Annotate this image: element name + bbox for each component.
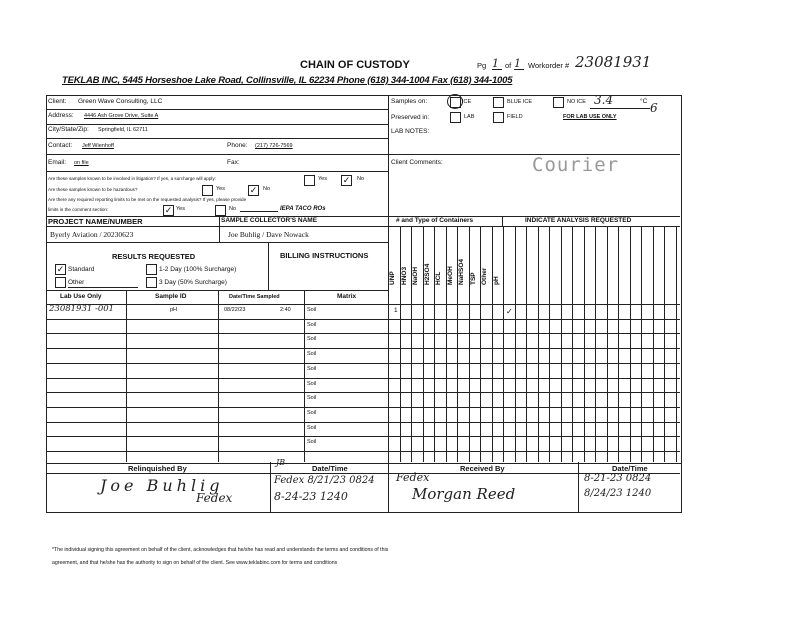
- received-datetime-1: 8-21-23 0824: [584, 473, 652, 484]
- container-grid-line: [561, 226, 562, 462]
- contact-label: Contact:: [48, 142, 73, 149]
- container-col-0: UNP: [389, 271, 396, 285]
- container-grid-line: [492, 226, 493, 462]
- container-grid-line: [411, 226, 412, 462]
- lab-notes-label: LAB NOTES:: [391, 128, 430, 135]
- preserved-lab-label: LAB: [464, 114, 475, 120]
- received-signature-1: Fedex: [396, 471, 430, 484]
- relinquished-signature-1: Joe Buhlig: [100, 476, 224, 495]
- phone-value: (217) 726-7569: [255, 143, 293, 149]
- table-row-line: [46, 436, 680, 437]
- billing-title: BILLING INSTRUCTIONS: [280, 251, 369, 260]
- container-grid-line: [653, 226, 654, 462]
- one-day-label: 1-2 Day (100% Surcharge): [159, 266, 237, 273]
- page-of: of: [505, 61, 512, 70]
- preserved-label: Preserved in:: [391, 114, 430, 121]
- row-matrix: Soil: [307, 321, 317, 328]
- courier-stamp: Courier: [532, 154, 620, 176]
- question-litigation: Are these samples known to be involved in litigation? If yes, a surcharge will apply:: [48, 176, 217, 181]
- row-matrix: Soil: [307, 365, 317, 372]
- three-day-checkbox[interactable]: [146, 277, 157, 288]
- results-requested-title: RESULTS REQUESTED: [112, 252, 196, 261]
- table-row-line: [46, 451, 680, 452]
- container-grid-line: [526, 226, 527, 462]
- preserved-field-label: FIELD: [507, 114, 523, 120]
- litigation-no-checkbox[interactable]: ✓: [342, 175, 351, 185]
- client-comments-label: Client Comments:: [391, 159, 443, 166]
- relinq-datetime-label: Date/Time: [312, 464, 348, 473]
- temperature-value: 3.4: [594, 93, 614, 107]
- table-row-line: [46, 363, 680, 364]
- container-grid-line: [584, 226, 585, 462]
- iepa-label: IEPA TACO ROs: [280, 206, 326, 212]
- relinquished-initials: JB: [276, 458, 286, 467]
- container-grid-line: [480, 226, 481, 462]
- client-value: Green Wave Consulting, LLC: [78, 98, 163, 105]
- table-row-line: [46, 422, 680, 423]
- page-total: 1: [514, 58, 524, 70]
- row-matrix: Soil: [307, 424, 317, 431]
- container-grid-line: [549, 226, 550, 462]
- limits-no-checkbox[interactable]: [215, 205, 226, 216]
- row-analysis-check: ✓: [506, 307, 513, 316]
- row-sample-id: pH: [170, 307, 178, 313]
- address-label: Address:: [48, 112, 74, 119]
- contact-value: Jeff Wienhoff: [82, 143, 114, 149]
- question-limits-comment: limits in the comment section:: [48, 207, 109, 212]
- container-col-1: HNO3: [400, 266, 408, 285]
- client-label: Client:: [48, 98, 67, 105]
- one-day-checkbox[interactable]: [146, 264, 157, 275]
- container-col-7: TSP: [469, 272, 477, 285]
- row-matrix: Soil: [307, 409, 317, 416]
- container-grid-line: [676, 226, 677, 462]
- question-reporting-limits: Are there any required reporting limits to be met on the requested analysis? If yes, please provide: [48, 197, 247, 202]
- container-grid-line: [388, 226, 389, 462]
- col-matrix: Matrix: [337, 293, 357, 300]
- three-day-label: 3 Day (50% Surcharge): [159, 279, 227, 286]
- email-label: Email:: [48, 159, 67, 166]
- other-label: Other: [68, 279, 85, 286]
- received-label: Received By: [460, 464, 505, 473]
- limits-no-label: No: [229, 206, 237, 212]
- collector-value: Joe Buhlig / Dave Nowack: [228, 230, 309, 239]
- hazardous-yes-checkbox[interactable]: [202, 185, 213, 196]
- container-col-6: NaHSO4: [458, 258, 465, 285]
- email-value: on file: [74, 160, 89, 166]
- row-container-count: 1: [394, 307, 398, 314]
- container-grid-line: [641, 226, 642, 462]
- row-matrix: Soil: [307, 351, 317, 358]
- question-hazardous: Are these samples known to be hazardous?: [48, 187, 138, 192]
- container-grid-line: [469, 226, 470, 462]
- form-frame: [46, 95, 682, 464]
- containers-title: # and Type of Containers: [396, 217, 474, 224]
- preserved-field-checkbox[interactable]: [493, 112, 504, 123]
- container-col-2: NaOH: [412, 266, 419, 285]
- relinquished-label: Relinquished By: [128, 464, 187, 473]
- city-value: Springfield, IL 62711: [98, 127, 148, 133]
- table-row-line: [46, 392, 680, 393]
- fax-label: Fax:: [227, 159, 240, 166]
- litigation-yes-label: Yes: [318, 176, 327, 182]
- container-grid-line: [538, 226, 539, 462]
- row-time: 2:40: [280, 307, 291, 313]
- no-ice-label: NO ICE: [567, 99, 586, 105]
- container-grid-line: [572, 226, 573, 462]
- table-row-line: [46, 407, 680, 408]
- standard-label: Standard: [68, 266, 95, 273]
- container-grid-line: [434, 226, 435, 462]
- litigation-no-label: No: [357, 176, 365, 182]
- container-grid-line: [618, 226, 619, 462]
- hazardous-yes-label: Yes: [216, 186, 225, 192]
- container-col-5: MeOH: [446, 266, 454, 285]
- row-matrix: Soil: [307, 395, 317, 402]
- address-value: 4446 Ash Grove Drive, Suite A: [84, 113, 159, 119]
- litigation-yes-checkbox[interactable]: [304, 175, 315, 186]
- other-checkbox[interactable]: [55, 277, 66, 288]
- col-sample-id: Sample ID: [155, 293, 187, 300]
- container-grid-line: [607, 226, 608, 462]
- page-number: 1: [492, 58, 502, 70]
- container-grid-line: [515, 226, 516, 462]
- ice-circle-mark: [447, 94, 463, 109]
- city-label: City/State/Zip:: [48, 126, 89, 133]
- phone-label: Phone:: [227, 142, 248, 149]
- page-label: Pg: [477, 61, 487, 70]
- relinquished-signature-2: Fedex: [196, 491, 233, 505]
- standard-checkbox[interactable]: ✓: [56, 264, 65, 274]
- limits-yes-label: Yes: [176, 206, 185, 212]
- container-col-4: HCL: [435, 271, 442, 285]
- received-signature-2: Morgan Reed: [412, 485, 516, 503]
- row-matrix: Soil: [307, 380, 317, 387]
- row-matrix: Soil: [307, 307, 317, 313]
- table-row-line: [46, 319, 680, 320]
- container-col-3: H2SO4: [423, 263, 431, 285]
- row-matrix: Soil: [307, 336, 317, 343]
- blue-ice-checkbox[interactable]: [493, 97, 504, 108]
- col-date-time: Date/Time Sampled: [229, 294, 280, 300]
- row-matrix: Soil: [307, 439, 317, 446]
- container-col-8: Other: [481, 267, 488, 285]
- analysis-title: INDICATE ANALYSIS REQUESTED: [525, 217, 632, 224]
- temperature-unit: °C: [640, 98, 648, 105]
- workorder-number: 23081931: [575, 53, 652, 71]
- project-label: PROJECT NAME/NUMBER: [48, 217, 143, 226]
- container-grid-line: [400, 226, 401, 462]
- form-title: CHAIN OF CUSTODY: [300, 59, 410, 71]
- preserved-lab-checkbox[interactable]: [450, 112, 461, 123]
- lab-address: TEKLAB INC, 5445 Horseshoe Lake Road, Collinsville, IL 62234 Phone (618) 344-1004 Fax (618) 344-1005: [62, 75, 513, 86]
- hazardous-no-checkbox[interactable]: ✓: [249, 185, 258, 195]
- container-col-9: pH: [492, 276, 500, 285]
- row-lab-id: 23081931 -001: [49, 304, 115, 314]
- no-ice-checkbox[interactable]: [553, 97, 564, 108]
- container-grid-line: [595, 226, 596, 462]
- row-date: 08/22/23: [224, 307, 246, 313]
- hazardous-no-label: No: [263, 186, 271, 192]
- table-row-line: [46, 378, 680, 379]
- project-value: Byerly Aviation / 20230623: [50, 230, 134, 239]
- samples-on-label: Samples on:: [391, 98, 428, 105]
- container-grid-line: [446, 226, 447, 462]
- received-datetime-2: 8/24/23 1240: [584, 488, 652, 499]
- footer-line-2: agreement, and that he/she has the authority to sign on behalf of the client. See www.teklabinc.com for terms and conditions: [52, 560, 338, 566]
- container-grid-line: [423, 226, 424, 462]
- table-row-line: [46, 348, 680, 349]
- recv-datetime-label: Date/Time: [612, 464, 648, 473]
- relinquished-datetime-2: 8-24-23 1240: [274, 490, 348, 503]
- lab-use-only-label: FOR LAB USE ONLY: [563, 114, 617, 120]
- limits-yes-checkbox[interactable]: ✓: [164, 205, 173, 215]
- col-lab-use-only: Lab Use Only: [60, 293, 102, 300]
- ice-label: ICE: [462, 99, 472, 105]
- blue-ice-label: BLUE ICE: [507, 99, 533, 105]
- workorder-label: Workorder #: [528, 61, 570, 70]
- container-grid-line: [664, 226, 665, 462]
- footer-line-1: *The individual signing this agreement on behalf of the client, acknowledges that he/she has read and understands the terms and conditions of this: [52, 547, 389, 553]
- relinquished-datetime-1: Fedex 8/21/23 0824: [274, 475, 375, 486]
- container-grid-line: [630, 226, 631, 462]
- container-grid-line: [503, 226, 504, 462]
- table-row-line: [46, 333, 680, 334]
- collector-label: SAMPLE COLLECTOR'S NAME: [221, 217, 318, 224]
